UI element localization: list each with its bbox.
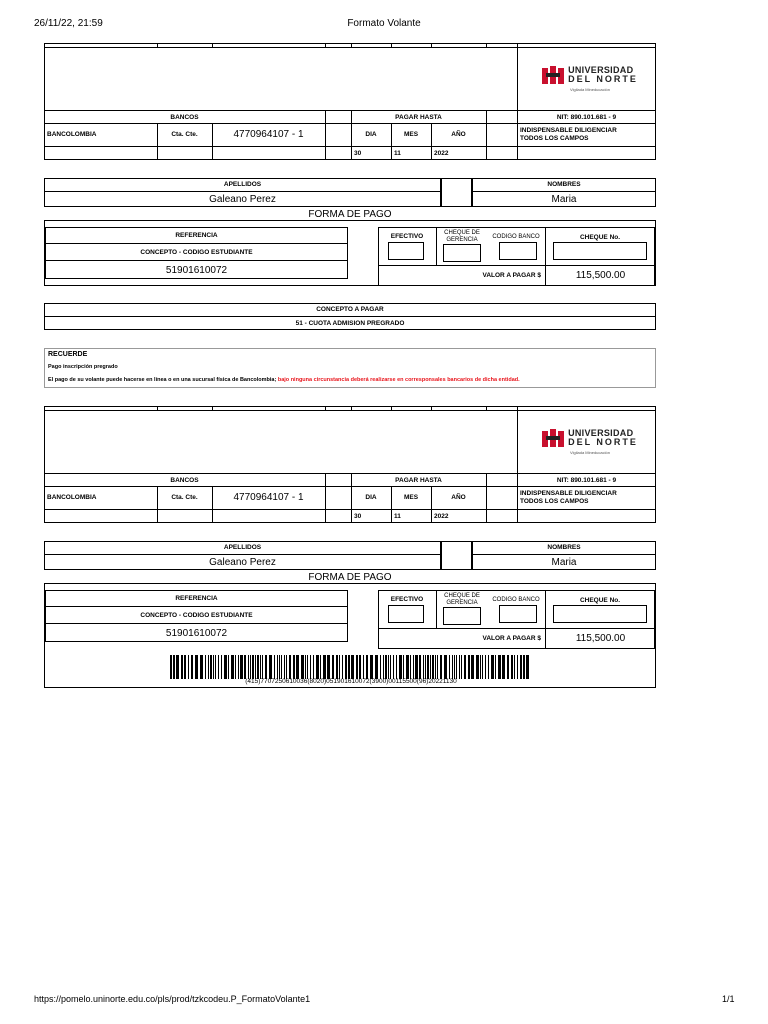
barcode-bar — [517, 655, 518, 679]
barcode-bar — [200, 655, 203, 679]
barcode-bar — [248, 655, 249, 679]
barcode-bar — [310, 655, 311, 679]
barcode-bar — [366, 655, 368, 679]
barcode-bar — [476, 655, 479, 679]
due-day: 30 — [354, 149, 362, 157]
valor-amount: 115,500.00 — [575, 270, 626, 281]
concepto-value: 51 - CUOTA ADMISION PREGRADO — [295, 320, 405, 327]
forma-de-pago-title: FORMA DE PAGO — [308, 571, 392, 583]
barcode-bar — [173, 655, 175, 679]
account-type: Cta. Cte. — [171, 494, 198, 501]
print-datetime: 26/11/22, 21:59 — [34, 18, 103, 29]
barcode-bar — [274, 655, 275, 679]
barcode-bar — [485, 655, 486, 679]
barcode-bar — [208, 655, 209, 679]
university-shield-icon — [542, 66, 564, 84]
barcode-bar — [380, 655, 381, 679]
barcode-bar — [195, 655, 198, 679]
logo-line2: DEL NORTE — [568, 74, 638, 84]
barcode-bar — [406, 655, 409, 679]
reference-number: 51901610072 — [165, 627, 228, 639]
barcode-bar — [440, 655, 442, 679]
barcode-bar — [461, 655, 462, 679]
barcode-bar — [262, 655, 263, 679]
barcode-bar — [336, 655, 338, 679]
barcode-bar — [210, 655, 212, 679]
barcode-bar — [265, 655, 267, 679]
barcode-bar — [252, 655, 254, 679]
barcode-bar — [188, 655, 189, 679]
codigo-banco-input[interactable] — [499, 605, 537, 623]
barcode-bar — [293, 655, 295, 679]
barcode-bar — [240, 655, 243, 679]
barcode-bar — [396, 655, 397, 679]
cheque-gerencia-input[interactable] — [443, 244, 481, 262]
barcode-bar — [316, 655, 319, 679]
pagar-hasta-label: PAGAR HASTA — [395, 113, 442, 121]
nombres-label: NOMBRES — [547, 544, 581, 551]
account-number: 4770964107 - 1 — [233, 492, 304, 503]
barcode-bar — [235, 655, 236, 679]
page-title: Formato Volante — [347, 18, 421, 29]
university-logo-copy — [540, 429, 640, 455]
cheque-no-input[interactable] — [553, 605, 647, 623]
cheque-no-label: CHEQUE No. — [579, 233, 621, 241]
cheque-gerencia-label: CHEQUE DE GERENCIA — [444, 230, 480, 243]
university-logo — [540, 66, 640, 92]
barcode-bar — [351, 655, 354, 679]
barcode-bar — [215, 655, 216, 679]
apellidos-label: APELLIDOS — [223, 181, 262, 188]
codigo-banco-label: CODIGO BANCO — [492, 597, 540, 603]
barcode-text: (415)7707250610036(8020)051901610072(3900)00115500(96)20221130 — [245, 678, 457, 685]
referencia-label: REFERENCIA — [175, 231, 218, 239]
nit-label: NIT: 890.101.681 - 9 — [556, 113, 617, 121]
due-month: 11 — [394, 512, 401, 520]
barcode-bar — [205, 655, 206, 679]
barcode-bar — [452, 655, 453, 679]
barcode-bar — [419, 655, 421, 679]
instruction-text: INDISPENSABLE DILIGENCIAR TODOS LOS CAMPOS — [520, 490, 617, 505]
barcode-bar — [345, 655, 347, 679]
barcode-bar — [456, 655, 457, 679]
barcode-bar — [393, 655, 394, 679]
barcode-bar — [523, 655, 525, 679]
barcode-bar — [514, 655, 515, 679]
barcode-bar — [218, 655, 219, 679]
mes-label: MES — [403, 131, 419, 138]
recuerde-line1: Pago inscripción pregrado — [48, 364, 118, 370]
barcode-bar — [269, 655, 272, 679]
bank-name: BANCOLOMBIA — [47, 494, 97, 501]
due-month: 11 — [394, 149, 401, 157]
barcode-bar — [425, 655, 426, 679]
barcode-bar — [410, 655, 411, 679]
barcode-bar — [415, 655, 418, 679]
barcode-bar — [279, 655, 280, 679]
logo-tagline: Vigilada Mineducación — [570, 450, 610, 455]
concepto-codigo-label: CONCEPTO - CODIGO ESTUDIANTE — [140, 248, 253, 256]
recuerde-line2: El pago de su volante puede hacerse en línea o en una sucursal física de Bancolombia; bajo ninguna circunstancia deberá realizarse en corresponsales bancarios de dicha entidad. — [48, 377, 520, 383]
concepto-codigo-label: CONCEPTO - CODIGO ESTUDIANTE — [140, 611, 253, 619]
barcode-bar — [342, 655, 343, 679]
pagar-hasta-label: PAGAR HASTA — [395, 476, 442, 484]
barcode-bar — [449, 655, 450, 679]
mes-label: MES — [403, 494, 419, 501]
barcode-bar — [464, 655, 466, 679]
recuerde-title: RECUERDE — [48, 351, 88, 358]
name-spacer — [441, 541, 472, 570]
barcode-bar — [430, 655, 431, 679]
barcode-bar — [403, 655, 404, 679]
barcode-bar — [339, 655, 340, 679]
barcode-bar — [260, 655, 261, 679]
valor-amount: 115,500.00 — [575, 633, 626, 644]
barcode-bar — [385, 655, 387, 679]
barcode-bar — [526, 655, 529, 679]
barcode-bar — [427, 655, 429, 679]
cheque-no-input[interactable] — [553, 242, 647, 260]
barcode-bar — [444, 655, 447, 679]
barcode-bar — [413, 655, 414, 679]
barcode-bar — [181, 655, 183, 679]
nit-label: NIT: 890.101.681 - 9 — [556, 476, 617, 484]
barcode-bar — [301, 655, 304, 679]
barcode-bar — [238, 655, 239, 679]
barcode-bar — [284, 655, 285, 679]
cheque-gerencia-input[interactable] — [443, 607, 481, 625]
dia-label: DIA — [365, 131, 377, 138]
barcode-bar — [244, 655, 246, 679]
page-url: https://pomelo.uninorte.edu.co/pls/prod/tzkcodeu.P_FormatoVolante1 — [34, 994, 311, 1004]
codigo-banco-input[interactable] — [499, 242, 537, 260]
barcode-bar — [435, 655, 436, 679]
barcode-bar — [191, 655, 193, 679]
anio-label: AÑO — [451, 131, 466, 138]
logo-line1: UNIVERSIDAD — [568, 428, 634, 438]
barcode-bar — [432, 655, 434, 679]
barcode-bar — [250, 655, 251, 679]
barcode-bar — [359, 655, 361, 679]
efectivo-label: EFECTIVO — [390, 595, 424, 603]
barcode-bar — [383, 655, 384, 679]
barcode-bar — [520, 655, 522, 679]
barcode-bar — [307, 655, 308, 679]
university-shield-icon — [542, 429, 564, 447]
barcode-bar — [459, 655, 460, 679]
reference-number: 51901610072 — [165, 264, 228, 276]
due-day: 30 — [354, 512, 362, 520]
nombres-value: Maria — [551, 194, 577, 205]
forma-de-pago-title: FORMA DE PAGO — [308, 208, 392, 220]
barcode-bar — [375, 655, 378, 679]
barcode-bar — [213, 655, 214, 679]
payment-barcode — [170, 655, 532, 679]
anio-label: AÑO — [451, 494, 466, 501]
barcode-bar — [327, 655, 330, 679]
cheque-no-label: CHEQUE No. — [579, 596, 621, 604]
barcode-bar — [281, 655, 282, 679]
barcode-bar — [257, 655, 259, 679]
logo-tagline: Vigilada Mineducación — [570, 87, 610, 92]
barcode-bar — [511, 655, 513, 679]
concepto-label: CONCEPTO A PAGAR — [316, 306, 384, 313]
barcode-bar — [228, 655, 229, 679]
cheque-gerencia-label: CHEQUE DE GERENCIA — [444, 593, 480, 606]
account-number: 4770964107 - 1 — [233, 129, 304, 140]
barcode-bar — [502, 655, 505, 679]
barcode-bar — [224, 655, 227, 679]
efectivo-label: EFECTIVO — [390, 232, 424, 240]
efectivo-input[interactable] — [388, 605, 424, 623]
barcode-bar — [363, 655, 364, 679]
barcode-bar — [399, 655, 402, 679]
due-year: 2022 — [434, 512, 449, 520]
barcode-bar — [482, 655, 483, 679]
barcode-bar — [356, 655, 358, 679]
nombres-label: NOMBRES — [547, 181, 581, 188]
apellidos-label: APELLIDOS — [223, 544, 262, 551]
barcode-bar — [370, 655, 373, 679]
barcode-bar — [388, 655, 389, 679]
barcode-bar — [423, 655, 424, 679]
barcode-bar — [454, 655, 455, 679]
barcode-bar — [221, 655, 222, 679]
apellidos-value: Galeano Perez — [209, 557, 276, 568]
barcode-bar — [289, 655, 291, 679]
logo-line1: UNIVERSIDAD — [568, 65, 634, 75]
nombres-value: Maria — [551, 557, 577, 568]
barcode-bar — [495, 655, 496, 679]
referencia-label: REFERENCIA — [175, 594, 218, 602]
barcode-bar — [468, 655, 470, 679]
barcode-bar — [498, 655, 501, 679]
barcode-bar — [332, 655, 334, 679]
barcode-bar — [184, 655, 186, 679]
barcode-bar — [480, 655, 481, 679]
barcode-bar — [286, 655, 287, 679]
barcode-bar — [170, 655, 172, 679]
barcode-bar — [488, 655, 489, 679]
account-type: Cta. Cte. — [171, 131, 198, 138]
bank-name: BANCOLOMBIA — [47, 131, 97, 138]
valor-label: VALOR A PAGAR $ — [482, 272, 541, 279]
codigo-banco-label: CODIGO BANCO — [492, 234, 540, 240]
barcode-bar — [305, 655, 306, 679]
barcode-bar — [491, 655, 494, 679]
barcode-bar — [348, 655, 350, 679]
bancos-label: BANCOS — [170, 476, 199, 484]
barcode-bar — [176, 655, 179, 679]
bancos-label: BANCOS — [170, 113, 199, 121]
barcode-bar — [296, 655, 299, 679]
barcode-bar — [323, 655, 326, 679]
barcode-bar — [320, 655, 321, 679]
due-year: 2022 — [434, 149, 449, 157]
name-spacer — [441, 178, 472, 207]
efectivo-input[interactable] — [388, 242, 424, 260]
valor-label: VALOR A PAGAR $ — [482, 635, 541, 642]
page-number: 1/1 — [722, 994, 735, 1004]
barcode-bar — [507, 655, 509, 679]
barcode-bar — [471, 655, 474, 679]
barcode-bar — [231, 655, 234, 679]
barcode-bar — [313, 655, 314, 679]
logo-line2: DEL NORTE — [568, 437, 638, 447]
instruction-text: INDISPENSABLE DILIGENCIAR TODOS LOS CAMPOS — [520, 127, 617, 142]
barcode-bar — [390, 655, 391, 679]
apellidos-value: Galeano Perez — [209, 194, 276, 205]
barcode-bar — [437, 655, 438, 679]
dia-label: DIA — [365, 494, 377, 501]
barcode-bar — [277, 655, 278, 679]
barcode-bar — [255, 655, 256, 679]
